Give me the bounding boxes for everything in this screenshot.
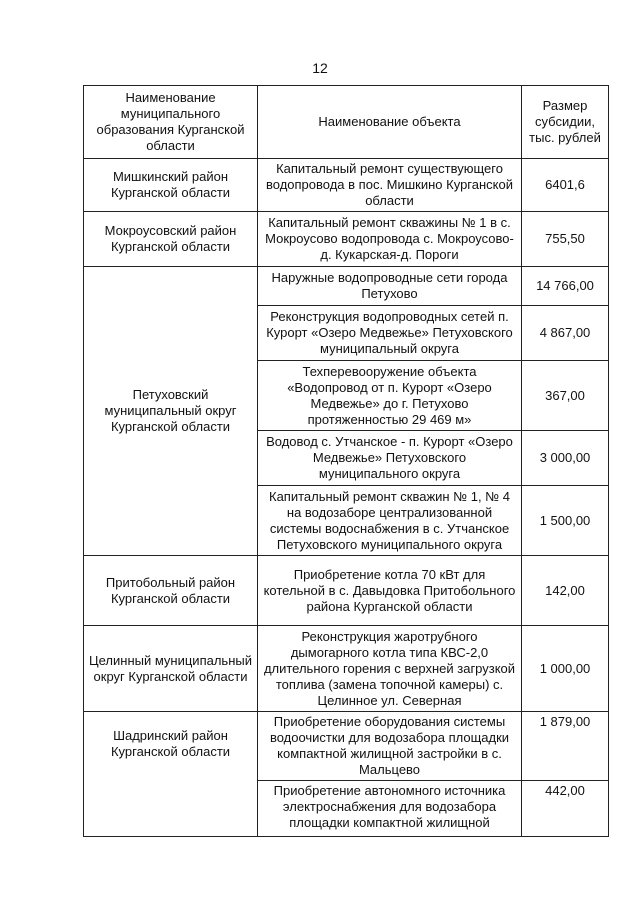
table-row (84, 556, 609, 626)
amount-cell: 1 500,00 (522, 486, 609, 556)
municipality-cell: Мишкинский район Курганской области (84, 159, 258, 212)
object-cell: Наружные водопроводные сети города Петухово (258, 267, 522, 306)
amount-cell: 755,50 (522, 212, 609, 267)
subsidy-table (83, 85, 609, 837)
municipality-cell: Мокроусовский район Курганской области (84, 212, 258, 267)
amount-cell: 4 867,00 (522, 306, 609, 361)
object-cell: Приобретение котла 70 кВт для котельной в с. Давыдовка Притобольного района Курганской области (258, 556, 522, 626)
amount-cell: 1 000,00 (522, 626, 609, 712)
municipality-cell: Шадринский район Курганской области (84, 712, 258, 837)
object-cell: Водовод с. Утчанское - п. Курорт «Озеро Медвежье» Петуховского муниципального округа (258, 431, 522, 486)
page-number: 12 (312, 60, 328, 76)
header-amount: Размер субсидии, тыс. рублей (522, 86, 609, 159)
table-row (84, 212, 609, 267)
amount-cell: 3 000,00 (522, 431, 609, 486)
table-row (84, 712, 609, 781)
object-cell: Капитальный ремонт скважин № 1, № 4 на водозаборе централизованной системы водоснабжения в с. Утчанское Петуховского муниципального округа (258, 486, 522, 556)
object-cell: Капитальный ремонт скважины № 1 в с. Мокроусово водопровода с. Мокроусово-д. Кукарская-д. Пороги (258, 212, 522, 267)
municipality-cell: Целинный муниципальный округ Курганской области (84, 626, 258, 712)
table-header-row (84, 86, 609, 159)
municipality-cell: Петуховский муниципальный округ Курганской области (84, 267, 258, 556)
amount-cell: 14 766,00 (522, 267, 609, 306)
table-row (84, 626, 609, 712)
header-object: Наименование объекта (258, 86, 522, 159)
amount-cell: 1 879,00 (522, 712, 609, 781)
object-cell: Реконструкция водопроводных сетей п. Курорт «Озеро Медвежье» Петуховского муниципальный округа (258, 306, 522, 361)
table-row (84, 267, 609, 306)
amount-cell: 367,00 (522, 361, 609, 431)
object-cell: Техперевооружение объекта «Водопровод от п. Курорт «Озеро Медвежье» до г. Петухово протяженностью 29 469 м» (258, 361, 522, 431)
object-cell: Реконструкция жаротрубного дымогарного котла типа КВС-2,0 длительного горения с верхней загрузкой топлива (замена топочной камеры) с. Целинное ул. Северная (258, 626, 522, 712)
object-cell: Капитальный ремонт существующего водопровода в пос. Мишкино Курганской области (258, 159, 522, 212)
object-cell: Приобретение оборудования системы водоочистки для водозабора площадки компактной жилищной застройки в с. Мальцево (258, 712, 522, 781)
amount-cell: 6401,6 (522, 159, 609, 212)
amount-cell: 142,00 (522, 556, 609, 626)
municipality-cell: Притобольный район Курганской области (84, 556, 258, 626)
table-row (84, 159, 609, 212)
object-cell: Приобретение автономного источника электроснабжения для водозабора площадки компактной жилищной (258, 781, 522, 837)
amount-cell: 442,00 (522, 781, 609, 837)
header-municipality: Наименование муниципального образования Курганской области (84, 86, 258, 159)
